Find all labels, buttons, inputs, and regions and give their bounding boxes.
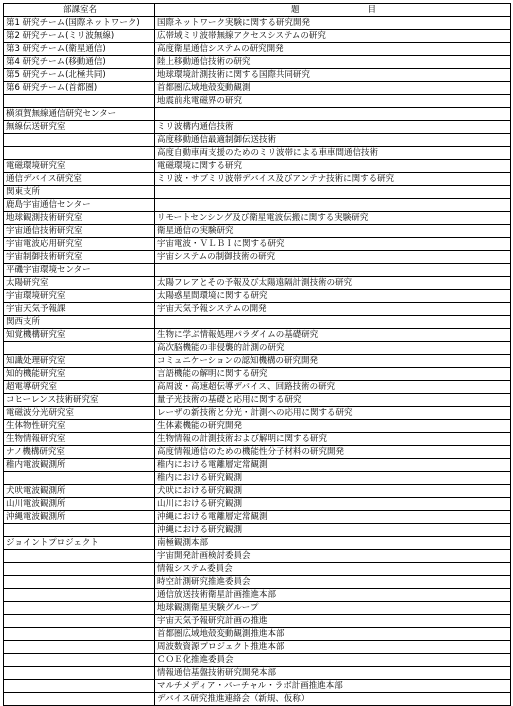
- table-row: [4, 303, 511, 316]
- topic-cell: 周波数資源プロジェクト推進本部: [155, 641, 511, 654]
- topic-cell: 首都圏広域地殻変動観測: [155, 82, 511, 95]
- topic-cell: 広帯域ミリ波帯無線アクセスシステムの研究: [155, 30, 511, 43]
- table-row: [4, 251, 511, 264]
- department-cell: [4, 667, 155, 680]
- table-row: [4, 69, 511, 82]
- table-row: [4, 459, 511, 472]
- department-cell: [4, 693, 155, 706]
- topic-cell: 首都圏広域地殻変動観測推進本部: [155, 628, 511, 641]
- department-cell: [4, 550, 155, 563]
- department-cell: 通信デバイス研究室: [4, 173, 155, 186]
- table-row: [4, 199, 511, 212]
- department-cell: 無線伝送研究室: [4, 121, 155, 134]
- table-row: [4, 563, 511, 576]
- topic-cell: デバイス研究推進連絡会（新規、仮称）: [155, 693, 511, 706]
- topic-cell: 宇宙開発計画検討委員会: [155, 550, 511, 563]
- table-row: [4, 524, 511, 537]
- department-cell: 知識处理研究室: [4, 355, 155, 368]
- topic-cell: 山川における研究観測: [155, 498, 511, 511]
- table-row: [4, 264, 511, 277]
- department-cell: 関西支所: [4, 316, 155, 329]
- topic-cell: 通信放送技術衛星計画推進本部: [155, 589, 511, 602]
- topic-cell: 稚内における研究観測: [155, 472, 511, 485]
- department-cell: [4, 680, 155, 693]
- table-row: [4, 693, 511, 706]
- table-row: [4, 433, 511, 446]
- topic-cell: ミリ波構内通信技術: [155, 121, 511, 134]
- topic-cell: コミュニケーションの認知機構の研究開発: [155, 355, 511, 368]
- topic-cell: 言語機能の解明に関する研究: [155, 368, 511, 381]
- department-cell: 太陽研究室: [4, 277, 155, 290]
- topic-cell: 地震前兆電磁界の研究: [155, 95, 511, 108]
- topic-cell: 高周波・高速超伝導デバイス、回路技術の研究: [155, 381, 511, 394]
- department-cell: 沖縄電波観測所: [4, 511, 155, 524]
- table-row: [4, 511, 511, 524]
- topic-cell: 宇宙天気予報システムの開発: [155, 303, 511, 316]
- table-row: [4, 654, 511, 667]
- table-row: [4, 225, 511, 238]
- department-cell: 第6 研究チーム(首都圏): [4, 82, 155, 95]
- department-cell: 第5 研究チーム(北極共同): [4, 69, 155, 82]
- table-row: [4, 602, 511, 615]
- department-cell: 電磁波分光研究室: [4, 407, 155, 420]
- topic-cell: 地球環境計測技術に関する国際共同研究: [155, 69, 511, 82]
- table-row: [4, 316, 511, 329]
- topic-cell: 稚内における電離層定常観測: [155, 459, 511, 472]
- table-row: [4, 667, 511, 680]
- department-cell: 宇宙制御技術研究室: [4, 251, 155, 264]
- table-row: [4, 277, 511, 290]
- department-cell: 宇宙環境研究室: [4, 290, 155, 303]
- department-cell: ナノ機構研究室: [4, 446, 155, 459]
- topic-cell: 国際ネットワーク実験に関する研究開発: [155, 17, 511, 30]
- topic-cell: 生物情報の計測技術および解明に関する研究: [155, 433, 511, 446]
- topic-cell: ミリ波・サブミリ波帯デバイス及びアンテナ技術に関する研究: [155, 173, 511, 186]
- table-row: [4, 381, 511, 394]
- table-row: [4, 186, 511, 199]
- table-row: [4, 147, 511, 160]
- topic-cell: [155, 186, 511, 199]
- topic-cell: 高次脳機能の非侵襲的計測の研究: [155, 342, 511, 355]
- topic-cell: 宇宙電波・ＶＬＢＩに関する研究: [155, 238, 511, 251]
- department-cell: 宇宙天気予報課: [4, 303, 155, 316]
- department-cell: [4, 472, 155, 485]
- table-row: [4, 368, 511, 381]
- topic-cell: ＣＯＥ化推進委員会: [155, 654, 511, 667]
- department-cell: 知覚機構研究室: [4, 329, 155, 342]
- topic-cell: 生体素機能の研究開発: [155, 420, 511, 433]
- department-cell: 地球観測技術研究室: [4, 212, 155, 225]
- topic-cell: [155, 316, 511, 329]
- header-topic: 題 目: [155, 4, 511, 17]
- department-cell: 生体物性研究室: [4, 420, 155, 433]
- topic-cell: 宇宙天気予報研究計画の推進: [155, 615, 511, 628]
- table-row: [4, 134, 511, 147]
- table-row: [4, 472, 511, 485]
- table-body: [4, 17, 511, 706]
- topic-cell: 宇宙システムの制御技術の研究: [155, 251, 511, 264]
- department-cell: [4, 602, 155, 615]
- topic-cell: 高度衛星通信システムの研究開発: [155, 43, 511, 56]
- department-cell: ジョイントプロジェクト: [4, 537, 155, 550]
- table-row: [4, 121, 511, 134]
- table-row: [4, 95, 511, 108]
- department-cell: [4, 576, 155, 589]
- topic-cell: 太陽フレアとその予報及び太陽遠隔計測技術の研究: [155, 277, 511, 290]
- table-row: [4, 82, 511, 95]
- topic-cell: 高度情報通信のための機能性分子材料の研究開発: [155, 446, 511, 459]
- department-cell: 稚内電波観測所: [4, 459, 155, 472]
- table-row: [4, 212, 511, 225]
- topic-cell: マルチメディア・バーチャル・ラボ計画推進本部: [155, 680, 511, 693]
- topic-cell: 太陽惑星間環境に関する研究: [155, 290, 511, 303]
- department-cell: [4, 95, 155, 108]
- table-row: [4, 576, 511, 589]
- department-cell: 横須賀無線通信研究センター: [4, 108, 155, 121]
- topic-cell: 犬吠における研究観測: [155, 485, 511, 498]
- table-row: [4, 342, 511, 355]
- topic-cell: 電磁環境に関する研究: [155, 160, 511, 173]
- topic-cell: 地球観測衛星実験グループ: [155, 602, 511, 615]
- table-row: [4, 173, 511, 186]
- topic-cell: 生物に学ぶ情報処理パラダイムの基礎研究: [155, 329, 511, 342]
- department-cell: [4, 342, 155, 355]
- department-cell: 第4 研究チーム(移動通信): [4, 56, 155, 69]
- table-row: [4, 355, 511, 368]
- department-cell: 第2 研究チーム(ミリ波無線): [4, 30, 155, 43]
- table-row: [4, 30, 511, 43]
- department-cell: [4, 134, 155, 147]
- department-cell: 宇宙通信技術研究室: [4, 225, 155, 238]
- table-row: [4, 485, 511, 498]
- topic-cell: 陸上移動通信技術の研究: [155, 56, 511, 69]
- department-cell: [4, 524, 155, 537]
- topic-cell: リモートセンシング及び衛星電波伝搬に関する実験研究: [155, 212, 511, 225]
- topic-cell: 衛星通信の実験研究: [155, 225, 511, 238]
- department-cell: コヒーレンス技術研究室: [4, 394, 155, 407]
- research-topics-table: [3, 3, 511, 706]
- department-cell: 知的機能研究室: [4, 368, 155, 381]
- table-row: [4, 589, 511, 602]
- department-cell: 平磯宇宙環境センター: [4, 264, 155, 277]
- table-row: [4, 394, 511, 407]
- topic-cell: 情報システム委員会: [155, 563, 511, 576]
- department-cell: 鹿島宇宙通信センター: [4, 199, 155, 212]
- department-cell: [4, 615, 155, 628]
- table-row: [4, 290, 511, 303]
- topic-cell: レーザの新技術と分光・計測への応用に関する研究: [155, 407, 511, 420]
- table-row: [4, 420, 511, 433]
- table-row: [4, 615, 511, 628]
- topic-cell: [155, 264, 511, 277]
- table-row: [4, 537, 511, 550]
- department-cell: [4, 654, 155, 667]
- table-row: [4, 238, 511, 251]
- topic-cell: 時空計測研究推進委員会: [155, 576, 511, 589]
- topic-cell: 高度自動車両支援のためのミリ波帯による車車間通信技術: [155, 147, 511, 160]
- header-department: 部課室名: [4, 4, 155, 17]
- table-row: [4, 680, 511, 693]
- table-row: [4, 160, 511, 173]
- table-row: [4, 498, 511, 511]
- table-row: [4, 628, 511, 641]
- department-cell: 山川電波観測所: [4, 498, 155, 511]
- department-cell: 第1 研究チーム(国際ネットワーク): [4, 17, 155, 30]
- department-cell: 関東支所: [4, 186, 155, 199]
- department-cell: [4, 589, 155, 602]
- table-row: [4, 407, 511, 420]
- department-cell: [4, 563, 155, 576]
- table-row: [4, 17, 511, 30]
- table-row: [4, 550, 511, 563]
- topic-cell: 南極観測本部: [155, 537, 511, 550]
- topic-cell: 量子光技術の基礎と応用に関する研究: [155, 394, 511, 407]
- department-cell: 電磁環境研究室: [4, 160, 155, 173]
- table-row: [4, 43, 511, 56]
- table-row: [4, 56, 511, 69]
- department-cell: 第3 研究チーム(衛星通信): [4, 43, 155, 56]
- department-cell: [4, 628, 155, 641]
- table-row: [4, 108, 511, 121]
- topic-cell: 高度移動通信最適制御伝送技術: [155, 134, 511, 147]
- department-cell: 超電導研究室: [4, 381, 155, 394]
- topic-cell: 情報通信基盤技術研究開発本部: [155, 667, 511, 680]
- topic-cell: 沖縄における電離層定常観測: [155, 511, 511, 524]
- department-cell: [4, 641, 155, 654]
- department-cell: [4, 147, 155, 160]
- topic-cell: 沖縄における研究観測: [155, 524, 511, 537]
- table-row: [4, 329, 511, 342]
- table-row: [4, 446, 511, 459]
- department-cell: 生物情報研究室: [4, 433, 155, 446]
- table-row: [4, 641, 511, 654]
- topic-cell: [155, 199, 511, 212]
- department-cell: 宇宙電波応用研究室: [4, 238, 155, 251]
- department-cell: 犬吠電波観測所: [4, 485, 155, 498]
- topic-cell: [155, 108, 511, 121]
- header-row: [4, 4, 511, 17]
